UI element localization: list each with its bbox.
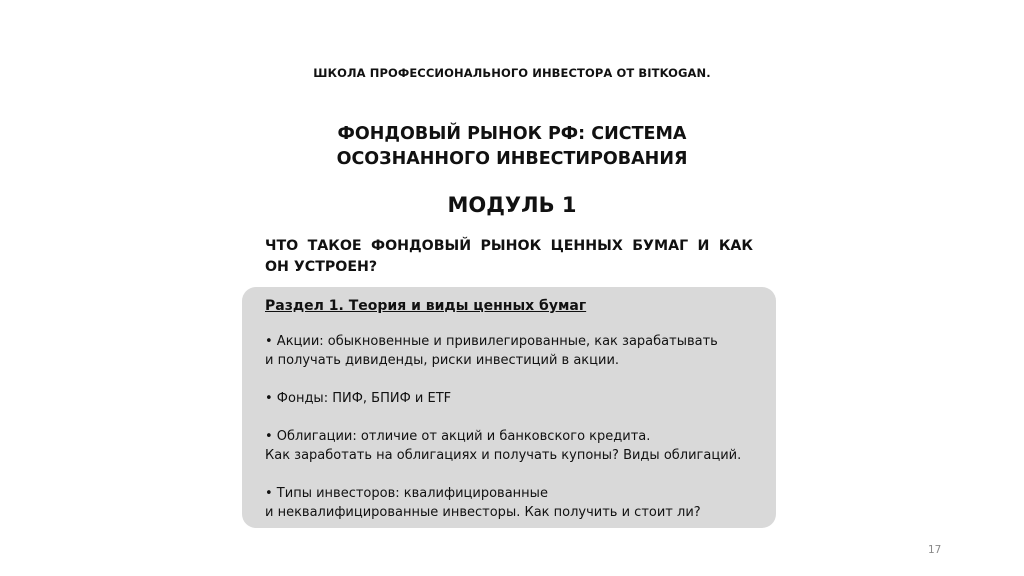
bullet-line: • Типы инвесторов: квалифицированные <box>265 486 548 501</box>
module-question <box>265 236 753 278</box>
bullet-item-funds <box>265 389 765 408</box>
bullet-line: • Облигации: отличие от акций и банковского кредита. <box>265 429 651 444</box>
page-number: 17 <box>928 544 942 556</box>
course-title <box>0 122 1024 172</box>
bullet-item-bonds <box>265 427 765 465</box>
section-bullet-list <box>265 332 765 541</box>
course-title-line-2: ОСОЗНАННОГО ИНВЕСТИРОВАНИЯ <box>336 149 688 169</box>
bullet-line: и получать дивиденды, риски инвестиций в акции. <box>265 353 620 368</box>
section-content-box <box>242 287 776 528</box>
module-question-line-1: ЧТО ТАКОЕ ФОНДОВЫЙ РЫНОК ЦЕННЫХ БУМАГ И КАК <box>265 238 753 254</box>
school-title: ШКОЛА ПРОФЕССИОНАЛЬНОГО ИНВЕСТОРА ОТ BITKOGAN. <box>313 66 711 80</box>
bullet-item-stocks <box>265 332 765 370</box>
course-title-line-1: ФОНДОВЫЙ РЫНОК РФ: СИСТЕМА <box>337 124 687 144</box>
module-title: МОДУЛЬ 1 <box>447 193 577 217</box>
bullet-line: и неквалифицированные инвесторы. Как получить и стоит ли? <box>265 505 701 520</box>
bullet-line: Как заработать на облигациях и получать купоны? Виды облигаций. <box>265 448 742 463</box>
bullet-item-investor-types <box>265 484 765 522</box>
module-question-line-2: ОН УСТРОЕН? <box>265 259 378 275</box>
section-title: Раздел 1. Теория и виды ценных бумаг <box>265 298 587 314</box>
bullet-line: • Акции: обыкновенные и привилегированные, как зарабатывать <box>265 334 718 349</box>
bullet-line: • Фонды: ПИФ, БПИФ и ETF <box>265 391 452 406</box>
